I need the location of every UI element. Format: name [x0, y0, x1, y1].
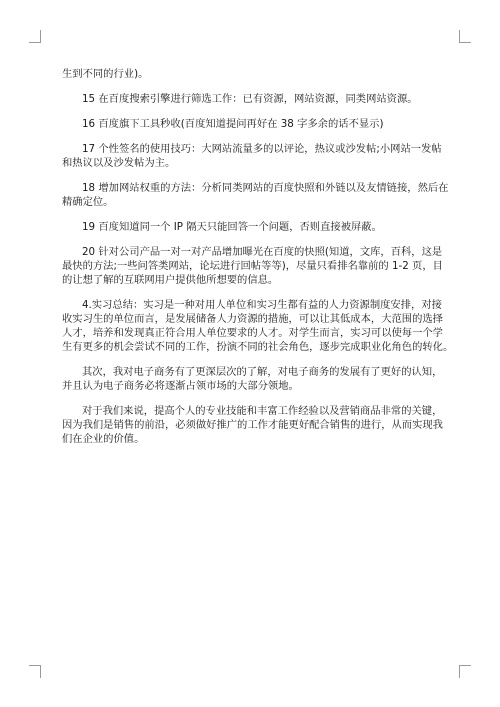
- paragraph-spacing: [62, 106, 440, 117]
- crop-mark-top-right: [459, 30, 471, 43]
- paragraph-spacing: [62, 81, 440, 92]
- crop-mark-bottom-left: [29, 665, 41, 678]
- text-line: 生到不同的行业)。: [62, 68, 149, 80]
- text-line: 人才，培养和发现真正符合用人单位要求的人才。对学生而言，实习可以使每一个学: [62, 327, 443, 339]
- text-line: 4.实习总结：实习是一种对用人单位和实习生都有益的人力资源制度安排，对接: [82, 299, 442, 311]
- text-line: 16 百度旗下工具秒收(百度知道提问再好在 38 字多余的话不显示): [82, 118, 384, 130]
- text-line: 19 百度知道同一个 IP 隔天只能回答一个问题，否则直接被屏蔽。: [82, 221, 382, 233]
- paragraph-spacing: [62, 393, 440, 404]
- paragraph: [62, 117, 440, 131]
- paragraph: [62, 67, 440, 81]
- text-line: 对于我们来说，提高个人的专业技能和丰富工作经验以及营销商品非常的关键，: [82, 405, 443, 417]
- paragraph: [62, 142, 440, 170]
- text-line: 因为我们是销售的前沿，必须做好推广的工作才能更好配合销售的进行，从而实现我: [62, 419, 443, 431]
- text-line: 18 增加网站权重的方法：分析同类网站的百度快照和外链以及友情链接，然后在: [82, 182, 449, 194]
- text-line: 们在企业的价值。: [62, 433, 145, 445]
- paragraph-spacing: [62, 131, 440, 142]
- text-line: 17 个性签名的使用技巧：大网站流量多的以评论，热议或沙发帖;小网站一发帖: [82, 143, 442, 155]
- paragraph: [62, 181, 449, 209]
- text-line: 收实习生的单位而言，是发展储备人力资源的措施，可以让其低成本，大范围的选择: [62, 313, 443, 325]
- paragraph: [62, 245, 443, 287]
- paragraph: [62, 92, 440, 106]
- text-line: 15 在百度搜索引擎进行筛选工作：已有资源，网站资源，同类网站资源。: [82, 93, 418, 105]
- text-line: 并且认为电子商务必将逐渐占领市场的大部分领地。: [62, 380, 299, 392]
- paragraph-spacing: [62, 170, 440, 181]
- paragraph: [62, 404, 443, 446]
- text-line: 精确定位。: [62, 196, 114, 208]
- paragraph: [62, 220, 440, 234]
- paragraph-spacing: [62, 354, 440, 365]
- text-line: 生有更多的机会尝试不同的工作，扮演不同的社会角色，逐步完成职业化角色的转化。: [62, 341, 454, 353]
- text-line: 20 针对公司产品一对一对产品增加曝光在百度的快照(知道，文库，百科，这是: [82, 246, 443, 258]
- text-line: 和热议以及沙发帖为主。: [62, 157, 176, 169]
- text-line: 其次，我对电子商务有了更深层次的了解，对电子商务的发展有了更好的认知，: [82, 366, 443, 378]
- text-line: 最快的方法;一些问答类网站，论坛进行回帖等等)，尽量只看排名靠前的 1-2 页，目: [62, 260, 443, 272]
- paragraph: [62, 365, 443, 393]
- document-body: [62, 67, 454, 446]
- paragraph: [62, 298, 454, 354]
- crop-mark-top-left: [29, 30, 41, 43]
- text-line: 的让想了解的互联网用户提供他所想要的信息。: [62, 274, 279, 286]
- paragraph-spacing: [62, 287, 440, 298]
- crop-mark-bottom-right: [459, 665, 471, 678]
- paragraph-spacing: [62, 234, 440, 245]
- paragraph-spacing: [62, 209, 440, 220]
